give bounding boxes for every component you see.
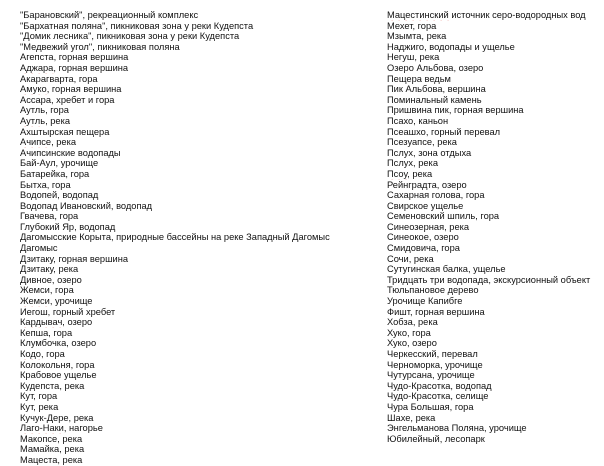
entry-name: Акарагварта <box>20 73 74 84</box>
entry-name: Ахштырская <box>20 126 74 137</box>
left-entry <box>20 137 365 148</box>
entry-description: , селище <box>450 391 489 402</box>
entry-description: -Дере, река <box>43 412 94 423</box>
right-entry <box>387 180 602 191</box>
entry-description: , горная вершина <box>53 52 129 63</box>
entry-description: , хребет и гора <box>51 94 115 105</box>
right-entry <box>387 21 602 32</box>
entry-description: , озеро <box>62 317 93 328</box>
entry-name: Кодо <box>20 349 41 359</box>
left-entry <box>20 169 365 180</box>
entry-description: , гора <box>73 73 98 84</box>
entry-name: Чудо-Красотка <box>387 380 451 391</box>
entry-name: "Бархатная поляна", пикниковая зона у реки Кудепста <box>20 20 254 31</box>
left-entry <box>20 444 365 455</box>
entry-description: , река <box>410 412 436 423</box>
entry-name: Синеозерная, река <box>387 221 470 232</box>
entry-name: Агепста <box>20 52 54 63</box>
entry-name: Смидовича, гора <box>387 243 460 254</box>
entry-description: , водопад <box>450 380 492 391</box>
right-entry <box>387 254 602 265</box>
left-entry <box>20 328 365 339</box>
entry-name: Кут, гора <box>20 391 58 402</box>
left-entry <box>20 381 365 392</box>
entry-name: Кудепста, река <box>20 380 85 391</box>
left-entry <box>20 21 365 32</box>
entry-description: , нагорье <box>63 423 103 434</box>
right-entry <box>387 381 602 392</box>
right-entry <box>387 31 602 42</box>
entry-name: Кепша <box>20 327 49 338</box>
entry-name: Клумбочка, озеро <box>20 338 97 349</box>
left-entry <box>20 10 365 21</box>
right-entry <box>387 317 602 328</box>
left-column-list <box>20 10 365 466</box>
right-entry <box>387 275 602 286</box>
right-entry <box>387 74 602 85</box>
entry-name: Псезуапсе, река <box>387 137 457 148</box>
entry-name: Лаго-Наки <box>20 423 64 434</box>
entry-name: Аутль <box>20 115 46 126</box>
entry-description: , гора <box>48 327 73 338</box>
left-entry <box>20 148 365 159</box>
right-entry <box>387 423 602 434</box>
entry-name: Озеро Альбова, озеро <box>387 62 484 73</box>
entry-name: Тюльпановое дерево <box>387 285 479 296</box>
entry-name: Свирское ущелье <box>387 200 464 211</box>
left-entry <box>20 338 365 349</box>
right-entry <box>387 232 602 243</box>
entry-description: , горная вершина <box>46 84 122 95</box>
left-entry <box>20 52 365 63</box>
right-entry <box>387 10 602 21</box>
entry-name: Пещера ведьм <box>387 73 451 84</box>
entry-name: Дагомыс <box>20 243 58 254</box>
entry-name: Сочи, река <box>387 253 434 264</box>
entry-name: Хуко, гора <box>387 327 431 338</box>
entry-name: Семеновский шпиль, гора <box>387 211 500 222</box>
right-entry <box>387 148 602 159</box>
entry-name: Жемси <box>20 296 50 307</box>
right-entry <box>387 434 602 445</box>
entry-name: Юбилейный, лесопарк <box>387 433 485 444</box>
right-entry <box>387 211 602 222</box>
entry-name: Шахе <box>387 412 411 423</box>
entry-name: "Барановский", рекреационный комплекс <box>20 10 199 20</box>
right-entry <box>387 222 602 233</box>
entry-description: , горная вершина <box>53 62 129 73</box>
entry-name: "Домик лесника", пикниковая зона у реки Кудепста <box>20 31 240 42</box>
right-entry <box>387 137 602 148</box>
right-entry <box>387 201 602 212</box>
entry-name: Глубокий Яр, водопад <box>20 221 116 232</box>
left-entry <box>20 391 365 402</box>
entry-name: Пришвина пик, горная вершина <box>387 105 524 116</box>
left-entry <box>20 360 365 371</box>
left-entry <box>20 84 365 95</box>
right-entry <box>387 95 602 106</box>
entry-name: Дзитаку <box>20 253 54 264</box>
right-entry <box>387 307 602 318</box>
left-entry <box>20 275 365 286</box>
entry-name: Чутурсана, урочище <box>387 370 475 381</box>
entry-name: Тридцать три водопада, экскурсионный объект <box>387 274 591 285</box>
entry-name: Дзитаку <box>20 264 54 275</box>
right-entry <box>387 169 602 180</box>
right-entry <box>387 116 602 127</box>
entry-name: Бытха <box>20 179 47 190</box>
entry-name: Псахо, каньон <box>387 115 449 126</box>
entry-description: водопады <box>75 147 121 158</box>
entry-description: , река <box>59 444 85 455</box>
entry-name: Амуко <box>20 84 47 95</box>
right-entry <box>387 127 602 138</box>
left-entry <box>20 434 365 445</box>
entry-name: Батарейка, гора <box>20 168 90 179</box>
left-entry <box>20 307 365 318</box>
right-entry <box>387 370 602 381</box>
entry-description: , гора <box>46 179 71 190</box>
entry-description: , гора <box>49 285 74 296</box>
entry-description: , горный хребет <box>47 306 116 317</box>
entry-description: , гора <box>54 211 79 222</box>
left-entry <box>20 423 365 434</box>
right-entry <box>387 190 602 201</box>
entry-name: Макопсе <box>20 433 58 444</box>
entry-name: Черноморка, урочище <box>387 359 483 370</box>
right-entry <box>387 84 602 95</box>
entry-name: Чудо-Красотка <box>387 391 451 402</box>
left-entry <box>20 42 365 53</box>
entry-description: источник серо-водородных вод <box>448 10 586 20</box>
entry-name: Кучук <box>20 412 44 423</box>
entry-name: Фишт, горная вершина <box>387 306 485 317</box>
entry-name: Синеокое, озеро <box>387 232 459 243</box>
entry-description: , гора <box>40 349 65 359</box>
left-entry <box>20 105 365 116</box>
entry-name: Колокольня, гора <box>20 359 95 370</box>
left-entry <box>20 116 365 127</box>
entry-name: Пслух, зона отдыха <box>387 147 472 158</box>
entry-name: Ачипсе <box>20 137 52 148</box>
entry-name: Крабовое ущелье <box>20 370 97 381</box>
entry-name: Негуш, река <box>387 52 440 63</box>
entry-description: , река <box>45 115 71 126</box>
right-entry <box>387 285 602 296</box>
entry-name: Псоу <box>387 168 408 179</box>
entry-name: Дагомысские <box>20 232 77 243</box>
entry-name: Рейнградта, озеро <box>387 179 467 190</box>
entry-name: Гвачева <box>20 211 55 222</box>
entry-name: Иегош <box>20 306 48 317</box>
left-entry <box>20 243 365 254</box>
left-entry <box>20 402 365 413</box>
right-entry <box>387 52 602 63</box>
left-entry <box>20 127 365 138</box>
right-entry <box>387 264 602 275</box>
entry-name: Черкесский, перевал <box>387 349 478 359</box>
entry-description: , гора <box>45 105 69 116</box>
entry-name: Ачипсинские <box>20 147 76 158</box>
left-entry <box>20 222 365 233</box>
entry-description: пещера <box>73 126 110 137</box>
left-entry <box>20 95 365 106</box>
right-entry <box>387 158 602 169</box>
entry-name: Хобза, река <box>387 317 438 328</box>
entry-name: Бай-Аул, урочище <box>20 158 99 169</box>
right-entry <box>387 105 602 116</box>
right-entry <box>387 63 602 74</box>
left-entry <box>20 201 365 212</box>
left-entry <box>20 455 365 466</box>
entry-description: , река <box>57 433 83 444</box>
entry-name: Псеашхо, горный перевал <box>387 126 501 137</box>
entry-name: Мацестинский <box>387 10 449 20</box>
left-entry <box>20 232 365 243</box>
entry-name: Аутль <box>20 105 46 116</box>
entry-description: , река <box>53 264 79 275</box>
entry-name: Мацеста, река <box>20 454 83 465</box>
entry-description: , горная вершина <box>53 253 129 264</box>
right-entry <box>387 338 602 349</box>
left-entry <box>20 158 365 169</box>
entry-description: , урочище <box>49 296 93 307</box>
right-entry <box>387 243 602 254</box>
entry-name: Поминальный камень <box>387 94 482 105</box>
right-entry <box>387 296 602 307</box>
left-entry <box>20 413 365 424</box>
right-entry <box>387 402 602 413</box>
left-entry <box>20 74 365 85</box>
entry-name: Хуко, озеро <box>387 338 437 349</box>
left-entry <box>20 180 365 191</box>
entry-name: Энгельманова Поляна, урочище <box>387 423 527 434</box>
left-entry <box>20 254 365 265</box>
left-entry <box>20 296 365 307</box>
entry-name: Дивное, озеро <box>20 274 82 285</box>
right-entry <box>387 42 602 53</box>
entry-name: Кардывач <box>20 317 63 328</box>
entry-name: Аджара <box>20 62 54 73</box>
left-entry <box>20 63 365 74</box>
entry-name: Мамайка <box>20 444 60 455</box>
right-entry <box>387 328 602 339</box>
right-entry <box>387 413 602 424</box>
entry-name: Пик Альбова, вершина <box>387 84 486 95</box>
entry-name: Сахарная голова, гора <box>387 190 485 201</box>
left-entry <box>20 370 365 381</box>
entry-description: , река <box>407 168 433 179</box>
left-entry <box>20 31 365 42</box>
left-entry <box>20 285 365 296</box>
left-entry <box>20 317 365 328</box>
left-entry <box>20 264 365 275</box>
entry-name: Наджиго, водопады и ущелье <box>387 41 515 52</box>
entry-name: Кут, река <box>20 401 59 412</box>
entry-name: "Медвежий угол", пикниковая поляна <box>20 41 180 52</box>
entry-name: Жемси <box>20 285 50 296</box>
right-column-list <box>387 10 602 444</box>
entry-description: Корыта, природные бассейны на реке Западный Дагомыс <box>76 232 330 243</box>
entry-name: Пслух, река <box>387 158 439 169</box>
left-entry <box>20 190 365 201</box>
left-entry <box>20 349 365 360</box>
entry-name: Водопей, водопад <box>20 190 99 201</box>
entry-description: , река <box>51 137 77 148</box>
entry-name: Мехет, гора <box>387 20 437 31</box>
entry-name: Сутугинская балка, ущелье <box>387 264 506 275</box>
right-entry <box>387 349 602 360</box>
entry-name: Мзымта, река <box>387 31 447 42</box>
left-entry <box>20 211 365 222</box>
entry-name: Водопад Ивановский, водопад <box>20 200 153 211</box>
entry-name: Ассара <box>20 94 52 105</box>
entry-name: Урочище Капибге <box>387 296 463 307</box>
right-entry <box>387 391 602 402</box>
right-entry <box>387 360 602 371</box>
entry-name: Чура Большая, гора <box>387 401 474 412</box>
